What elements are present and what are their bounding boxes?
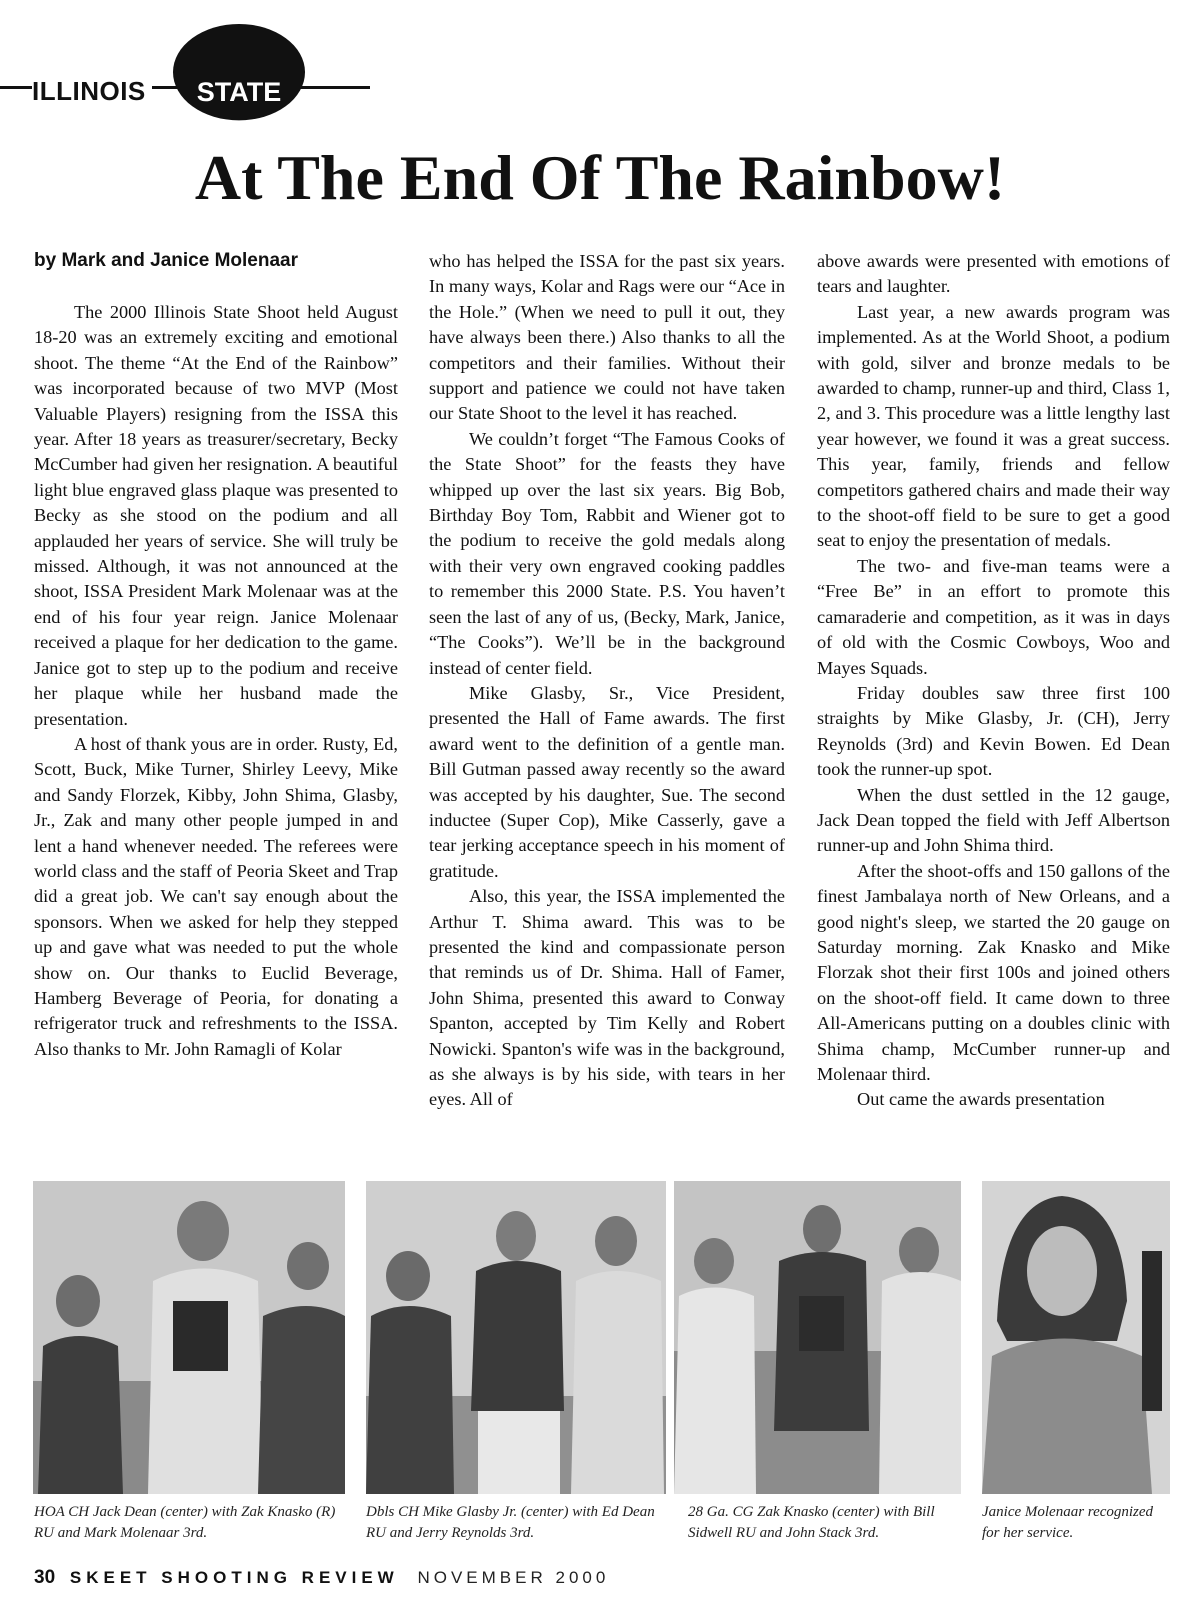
section-header	[0, 22, 380, 107]
byline: by Mark and Janice Molenaar	[34, 250, 298, 271]
section-badge-text: STATE	[196, 77, 282, 107]
article-title: At The End Of The Rainbow!	[194, 142, 1006, 213]
paragraph: We couldn’t forget “The Famous Cooks of the State Shoot” for the feasts they have whipped up over the last six years. Big Bob, Birthday Boy Tom, Rabbit and Wiener got to the podium to receive the gold medals along with their very own engraved cooking paddles to remember this 2000 State. P.S. You haven’t seen the last of any of us, (Becky, Mark, Janice, “The Cooks”). We’ll be in the background instead of center field.	[429, 428, 785, 678]
publication-name: SKEET SHOOTING REVIEW	[69, 1568, 399, 1587]
photo-28ga-winners-image	[674, 1181, 961, 1494]
page-footer	[34, 1568, 609, 1588]
paragraph: The 2000 Illinois State Shoot held August 18-20 was an extremely exciting and emotional shoot. The theme “At the End of the Rainbow” was incorporated because of two MVP (Most Valuable Players) resigning from the ISSA this year. After 18 years as treasurer/secretary, Becky McCumber had given her resignation. A beautiful light blue engraved glass plaque was presented to Becky as she stood on the podium and all applauded her years of service. She will truly be missed. Although, it was not announced at the shoot, ISSA President Mark Molenaar was at the end of his four year reign. Janice Molenaar received a plaque for her dedication to the game. Janice got to step up to the podium and receive her plaque while her husband made the presentation.	[34, 302, 398, 729]
photo-caption: Janice Molenaar recognized for her service.	[982, 1504, 1154, 1541]
article-column-2	[429, 249, 785, 1113]
photo-hoa-winners-image	[33, 1181, 345, 1494]
photo-caption: 28 Ga. CG Zak Knasko (center) with Bill Sidwell RU and John Stack 3rd.	[688, 1504, 935, 1541]
paragraph: The two- and five-man teams were a “Free Be” in an effort to promote this camaraderie and competition, as it was in days of old with the Cosmic Cowboys, Woo and Mayes Squads.	[817, 555, 1170, 678]
paragraph: above awards were presented with emotions of tears and laughter.	[817, 251, 1170, 297]
photo-doubles-winners-image	[366, 1181, 666, 1494]
paragraph: who has helped the ISSA for the past six years. In many ways, Kolar and Rags were our “Ace in the Hole.” (When we need to pull it out, they have always been there.) Also thanks to all the competitors and their families. Without their support and patience we could not have taken our State Shoot to the level it has reached.	[429, 251, 785, 424]
paragraph: Last year, a new awards program was implemented. As at the World Shoot, a podium with gold, silver and bronze medals to be awarded to champ, runner-up and third, Class 1, 2, and 3. This procedure was a little lengthy last year however, we found it was a great success. This year, family, friends and fellow competitors gathered chairs and made their way to the shoot-off field to be sure to get a good seat to enjoy the presentation of medals.	[817, 301, 1170, 551]
paragraph: Also, this year, the ISSA implemented the Arthur T. Shima award. This was to be presented the kind and compassionate person that reminds us of Dr. Shima. Hall of Famer, John Shima, presented this award to Conway Spanton, accepted by Tim Kelly and Robert Nowicki. Spanton's wife was in the background, as she always is by his side, with tears in her eyes. All of	[429, 886, 785, 1110]
photo-doubles-winners	[366, 1181, 666, 1494]
paragraph: Mike Glasby, Sr., Vice President, presented the Hall of Fame awards. The first award went to the definition of a gentle man. Bill Gutman passed away recently so the award was accepted by his daughter, Sue. The second inductee (Super Cop), Mike Casserly, gave a tear jerking acceptance speech in his moment of gratitude.	[429, 682, 785, 881]
section-label: ILLINOIS	[32, 78, 152, 104]
article-column-1	[34, 249, 398, 1062]
paragraph: A host of thank yous are in order. Rusty, Ed, Scott, Buck, Mike Turner, Shirley Leevy, Mike and Sandy Florzek, Kibby, John Shima, Glasby, Jr., Zak and many other people jumped in and lent a hand whenever needed. The referees were world class and the staff of Peoria Skeet and Trap did a great job. We can't say enough about the sponsors. When we asked for help they stepped up and gave what was needed to put the whole show on. Our thanks to Euclid Beverage, Hamberg Beverage of Peoria, for donating a refrigerator truck and refreshments to the ISSA. Also thanks to Mr. John Ramagli of Kolar	[34, 733, 398, 1059]
photo-28ga-winners	[674, 1181, 961, 1494]
paragraph: After the shoot-offs and 150 gallons of the finest Jambalaya north of New Orleans, and a good night's sleep, we started the 20 gauge on Saturday morning. Zak Knasko and Mike Florzak shot their first 100s and joined others on the shoot-off field. It came down to three All-Americans putting on a doubles clinic with Shima champ, McCumber runner-up and Molenaar third.	[817, 860, 1170, 1084]
paragraph: When the dust settled in the 12 gauge, Jack Dean topped the field with Jeff Albertson runner-up and John Shima third.	[817, 784, 1170, 856]
photo-caption: Dbls CH Mike Glasby Jr. (center) with Ed Dean RU and Jerry Reynolds 3rd.	[366, 1504, 655, 1541]
paragraph: Friday doubles saw three first 100 straights by Mike Glasby, Jr. (CH), Jerry Reynolds (3rd) and Kevin Bowen. Ed Dean took the runner-up spot.	[817, 682, 1170, 780]
photo-janice-molenaar-image	[982, 1181, 1170, 1494]
page-number: 30	[34, 1567, 56, 1588]
photo-caption: HOA CH Jack Dean (center) with Zak Knasko (R) RU and Mark Molenaar 3rd.	[34, 1504, 336, 1541]
photo-janice-molenaar	[982, 1181, 1170, 1494]
paragraph: Out came the awards presentation	[857, 1089, 1105, 1110]
photo-hoa-winners	[33, 1181, 345, 1494]
article-column-3	[817, 249, 1170, 1113]
issue-date: NOVEMBER 2000	[417, 1568, 610, 1587]
